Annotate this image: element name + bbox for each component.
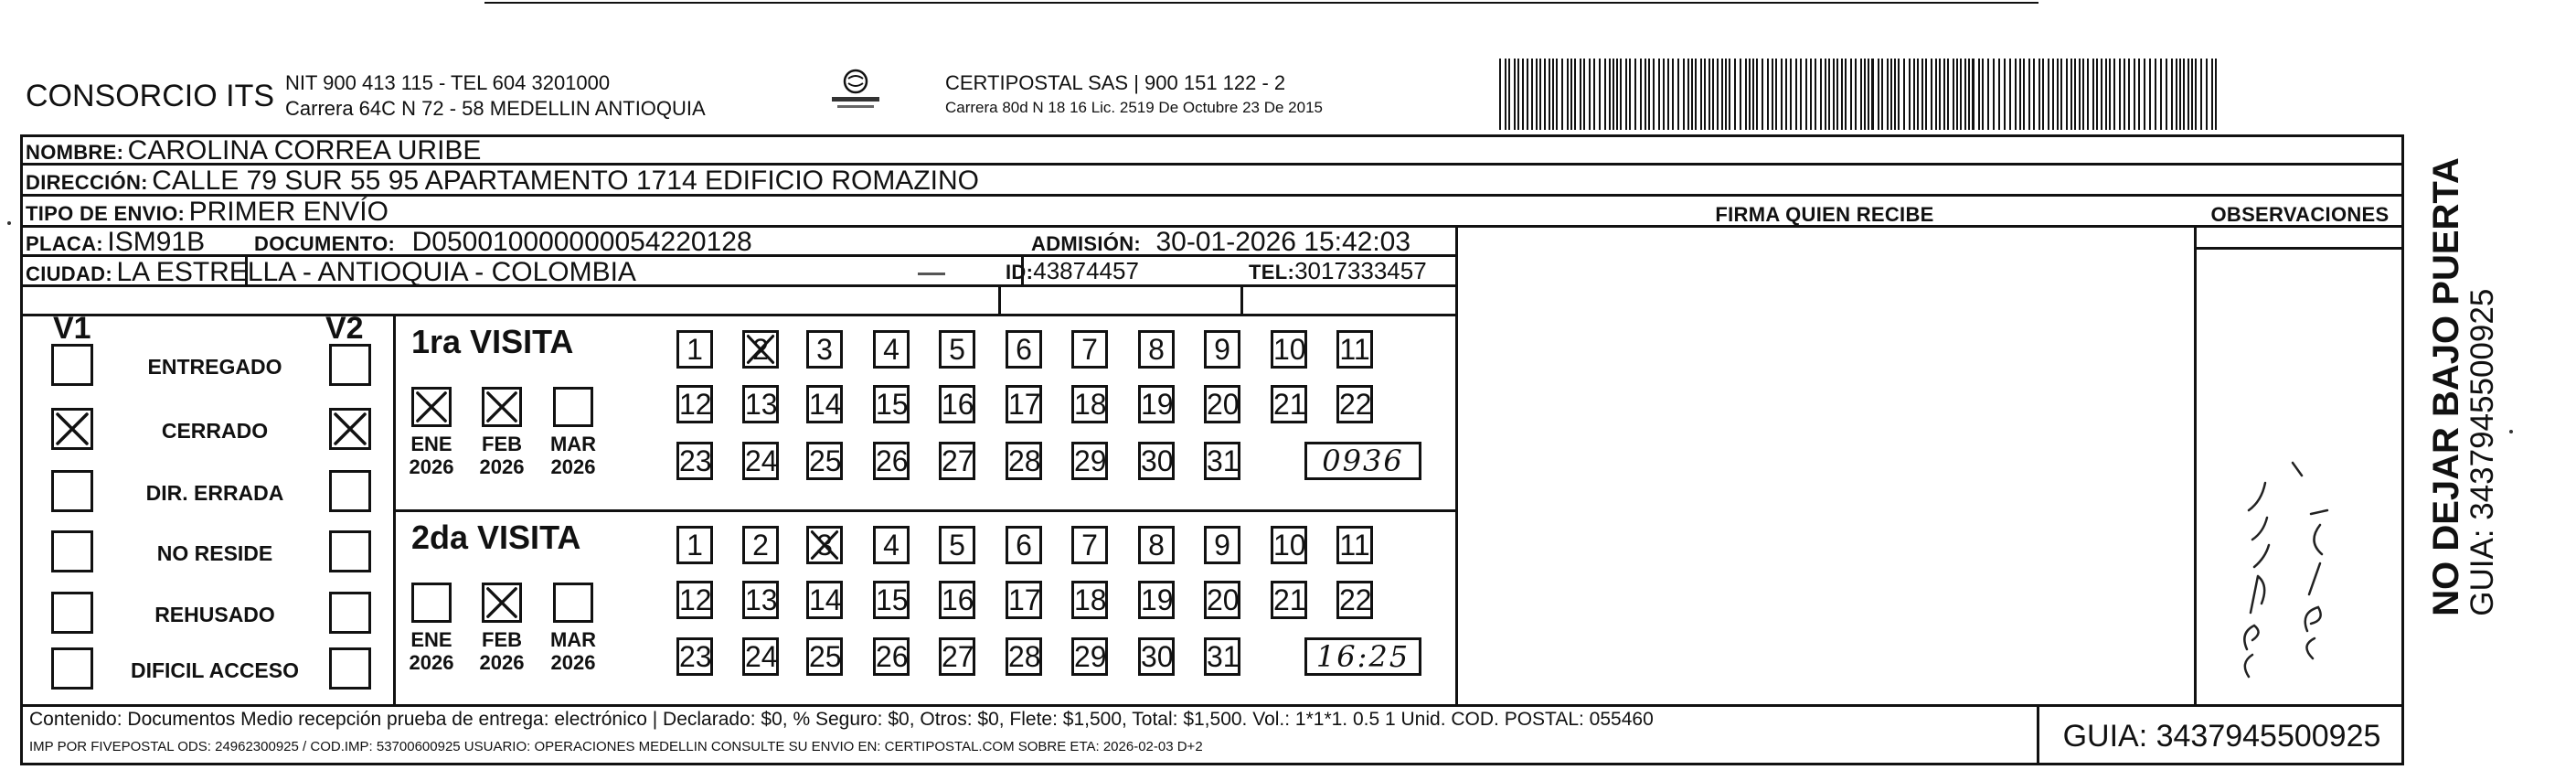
barcode [1497,59,2219,130]
day-number: 11 [1339,529,1370,561]
day-box[interactable] [742,526,779,564]
id-label: ID: [1006,261,1034,283]
day-number: 13 [745,583,778,616]
day-box[interactable] [873,637,910,676]
day-box[interactable] [806,637,843,676]
city-value: LA ESTRELLA - ANTIOQUIA - COLOMBIA [116,257,636,287]
v2-status-checkbox[interactable] [329,592,371,634]
day-number: 2 [752,529,769,561]
v1-status-checkbox[interactable] [51,592,93,634]
day-number: 1 [687,529,703,561]
day-box[interactable] [676,581,713,619]
carrier-address: Carrera 80d N 18 16 Lic. 2519 De Octubre 23 De 2015 [945,99,1323,116]
status-option-label: DIFICIL ACCESO [130,658,299,682]
x-mark-icon [484,585,519,620]
day-box[interactable] [1071,637,1108,676]
signature-header: FIRMA QUIEN RECIBE [1715,203,1934,226]
day-number: 11 [1339,333,1370,366]
shipment-type-value: PRIMER ENVÍO [188,197,389,227]
day-box[interactable] [806,330,843,369]
speck [918,273,945,275]
speck [2509,430,2513,433]
x-mark-icon [745,333,776,366]
day-number: 9 [1214,529,1230,561]
id-value: 43874457 [1033,257,1139,284]
day-box[interactable] [742,330,779,369]
footer-imp: IMP POR FIVEPOSTAL ODS: 24962300925 / COD.IMP: 53700600925 USUARIO: OPERACIONES MEDELLIN CONSULTE SU ENVIO EN: CERTIPOSTAL.COM SOBRE ETA: 2026-02-03 D+2 [29,739,1203,754]
x-mark-icon [414,390,449,424]
time-box[interactable]: 16:25 [1304,637,1421,676]
day-box[interactable] [1336,526,1373,564]
day-box[interactable] [1204,385,1240,423]
speck [7,221,11,225]
visits-divider [393,509,1455,512]
day-number: 24 [745,640,778,673]
v1-status-checkbox[interactable] [51,647,93,690]
day-box[interactable] [1006,526,1042,564]
day-box[interactable] [939,581,975,619]
day-number: 16 [942,583,974,616]
day-number: 21 [1273,583,1306,616]
day-box[interactable] [939,330,975,369]
day-box[interactable] [873,442,910,480]
day-box[interactable] [1006,330,1042,369]
side-guia: GUIA: 3437945500925 [2464,288,2500,616]
day-number: 8 [1148,529,1165,561]
visit-title: 2da VISITA [411,519,581,556]
day-number: 3 [816,529,833,561]
row-line [20,314,1458,316]
day-box[interactable] [1271,385,1307,423]
day-box[interactable] [1271,581,1307,619]
day-box[interactable] [676,385,713,423]
admission-label: ADMISIÓN: [1031,232,1142,255]
day-box[interactable] [873,330,910,369]
month-label [470,433,534,478]
day-number: 23 [679,640,712,673]
month-year: 2026 [479,455,525,478]
day-box[interactable] [939,385,975,423]
day-box[interactable] [873,581,910,619]
carrier-name: CERTIPOSTAL SAS | 900 151 122 - 2 [945,71,1286,94]
top-edge-line [484,2,2038,4]
day-number: 5 [949,529,965,561]
company-name: CONSORCIO ITS [26,79,275,113]
time-box[interactable]: 0936 [1304,442,1421,480]
day-number: 22 [1339,583,1372,616]
day-number: 2 [752,333,769,366]
day-box[interactable] [676,637,713,676]
day-box[interactable] [1138,330,1175,369]
day-number: 31 [1207,640,1240,673]
status-option-label: CERRADO [161,419,269,443]
status-option-label: NO RESIDE [156,541,273,565]
v2-status-checkbox[interactable] [329,647,371,690]
month-year: 2026 [550,455,596,478]
v2-header: V2 [325,311,364,346]
tel-divider [1240,284,1243,314]
tel-label: TEL: [1249,261,1295,283]
month-name: MAR [549,628,597,651]
month-name: FEB [482,628,522,651]
month-checkbox[interactable] [482,387,522,427]
month-year: 2026 [409,651,454,674]
day-box[interactable] [873,526,910,564]
day-number: 15 [876,583,909,616]
day-number: 25 [809,444,842,477]
day-box[interactable] [1271,330,1307,369]
month-checkbox[interactable] [553,387,593,427]
day-number: 30 [1141,444,1174,477]
v2-status-checkbox[interactable] [329,530,371,572]
day-box[interactable] [1204,526,1240,564]
company-nit: NIT 900 413 115 - TEL 604 3201000 [285,71,611,94]
month-checkbox[interactable] [411,387,452,427]
day-number: 4 [883,529,899,561]
day-box[interactable] [1071,385,1108,423]
day-box[interactable] [742,637,779,676]
month-label [541,628,605,674]
day-box[interactable] [1336,330,1373,369]
plate-value: ISM91B [107,227,206,257]
day-box[interactable] [1006,637,1042,676]
month-checkbox[interactable] [411,583,452,623]
month-year: 2026 [550,651,596,674]
day-box[interactable] [676,442,713,480]
observations-header: OBSERVACIONES [2210,203,2390,226]
visit-title: 1ra VISITA [411,323,574,360]
day-number: 27 [942,640,974,673]
certipostal-logo [826,68,885,112]
x-mark-icon [54,411,90,447]
month-name: FEB [482,433,522,455]
day-number: 20 [1207,388,1240,421]
day-number: 27 [942,444,974,477]
day-number: 28 [1008,444,1041,477]
day-number: 14 [809,388,842,421]
day-number: 21 [1273,388,1306,421]
address-value: CALLE 79 SUR 55 95 APARTAMENTO 1714 EDIFICIO ROMAZINO [152,166,979,196]
day-number: 12 [679,583,712,616]
day-box[interactable] [939,442,975,480]
day-number: 12 [679,388,712,421]
day-box[interactable] [806,526,843,564]
month-checkbox[interactable] [553,583,593,623]
day-number: 26 [876,640,909,673]
footer-guia: GUIA: 3437945500925 [2062,719,2381,754]
day-number: 19 [1141,388,1174,421]
day-number: 30 [1141,640,1174,673]
footer-line [20,704,2404,707]
month-year: 2026 [479,651,525,674]
day-box[interactable] [1071,330,1108,369]
day-number: 17 [1008,583,1041,616]
month-name: ENE [410,433,452,455]
v2-status-checkbox[interactable] [329,470,371,512]
day-box[interactable] [1336,581,1373,619]
document-label: DOCUMENTO: [254,232,396,255]
day-box[interactable] [1138,581,1175,619]
name-value: CAROLINA CORREA URIBE [127,135,482,166]
tel-value: 3017333457 [1294,257,1427,284]
v2-status-checkbox[interactable] [329,344,371,386]
day-number: 13 [745,388,778,421]
day-number: 10 [1273,529,1306,561]
day-box[interactable] [1006,442,1042,480]
v1-header: V1 [53,311,91,346]
day-number: 7 [1081,529,1098,561]
day-number: 8 [1148,333,1165,366]
day-number: 28 [1008,640,1041,673]
day-number: 7 [1081,333,1098,366]
day-number: 22 [1339,388,1372,421]
day-box[interactable] [806,385,843,423]
observations-header-line [2194,247,2404,250]
x-mark-icon [332,411,368,447]
day-number: 18 [1074,388,1107,421]
month-checkbox[interactable] [482,583,522,623]
address-label: DIRECCIÓN: [26,171,148,194]
day-box[interactable] [742,581,779,619]
day-number: 14 [809,583,842,616]
v1-status-checkbox[interactable] [51,344,93,386]
month-name: MAR [549,433,597,455]
day-box[interactable] [676,330,713,369]
day-box[interactable] [676,526,713,564]
day-number: 26 [876,444,909,477]
month-label [541,433,605,478]
day-box[interactable] [1204,442,1240,480]
month-name: ENE [410,628,452,651]
day-box[interactable] [1138,442,1175,480]
name-label: NOMBRE: [26,141,124,164]
day-box[interactable] [1138,526,1175,564]
admission-value: 30-01-2026 15:42:03 [1155,227,1411,257]
day-box[interactable] [873,385,910,423]
day-box[interactable] [806,581,843,619]
day-number: 1 [687,333,703,366]
city-label: CIUDAD: [26,262,112,285]
day-box[interactable] [1006,385,1042,423]
day-box[interactable] [939,637,975,676]
day-box[interactable] [1071,442,1108,480]
v2-status-checkbox[interactable] [329,408,371,450]
day-number: 29 [1074,640,1107,673]
day-number: 24 [745,444,778,477]
shipment-type-label: TIPO DE ENVIO: [26,202,186,225]
day-number: 23 [679,444,712,477]
v1-status-checkbox[interactable] [51,530,93,572]
day-box[interactable] [1204,330,1240,369]
company-address: Carrera 64C N 72 - 58 MEDELLIN ANTIOQUIA [285,97,706,120]
day-box[interactable] [1204,581,1240,619]
signature-area[interactable] [1463,249,2187,700]
day-number: 29 [1074,444,1107,477]
day-box[interactable] [742,442,779,480]
day-number: 6 [1016,333,1032,366]
day-box[interactable] [1271,526,1307,564]
day-number: 16 [942,388,974,421]
day-number: 19 [1141,583,1174,616]
day-number: 10 [1273,333,1306,366]
day-number: 9 [1214,333,1230,366]
day-box[interactable] [939,526,975,564]
day-box[interactable] [1204,637,1240,676]
day-box[interactable] [742,385,779,423]
day-box[interactable] [1071,581,1108,619]
day-box[interactable] [1138,637,1175,676]
day-number: 5 [949,333,965,366]
day-box[interactable] [1138,385,1175,423]
plate-label: PLACA: [26,232,103,255]
month-label [399,628,463,674]
status-option-label: DIR. ERRADA [145,481,284,505]
id-divider [998,284,1001,314]
side-warning: NO DEJAR BAJO PUERTA [2426,157,2466,616]
v1-status-checkbox[interactable] [51,408,93,450]
status-option-label: ENTREGADO [147,355,282,379]
day-number: 25 [809,640,842,673]
footer-content: Contenido: Documentos Medio recepción prueba de entrega: electrónico | Declarado: $0, % Seguro: $0, Otros: $0, Flete: $1,500, Total: $1,500. Vol.: 1*1*1. 0.5 1 Unid. COD. POSTAL: 055460 [29,709,1654,730]
day-number: 4 [883,333,899,366]
status-option-label: REHUSADO [154,603,275,626]
signature-divider [1455,225,1458,704]
month-label [470,628,534,674]
day-number: 17 [1008,388,1041,421]
x-mark-icon [484,390,519,424]
day-number: 15 [876,388,909,421]
month-label [399,433,463,478]
day-number: 6 [1016,529,1032,561]
day-box[interactable] [1006,581,1042,619]
day-box[interactable] [1336,385,1373,423]
day-box[interactable] [806,442,843,480]
month-year: 2026 [409,455,454,478]
x-mark-icon [809,529,840,561]
day-number: 3 [816,333,833,366]
observations-divider [2194,225,2197,704]
day-box[interactable] [1071,526,1108,564]
day-number: 18 [1074,583,1107,616]
document-value: D050010000000054220128 [411,227,752,257]
v1-status-checkbox[interactable] [51,470,93,512]
observation-handwriting [2212,430,2368,695]
day-number: 31 [1207,444,1240,477]
day-number: 20 [1207,583,1240,616]
side-panel [2413,108,2516,666]
